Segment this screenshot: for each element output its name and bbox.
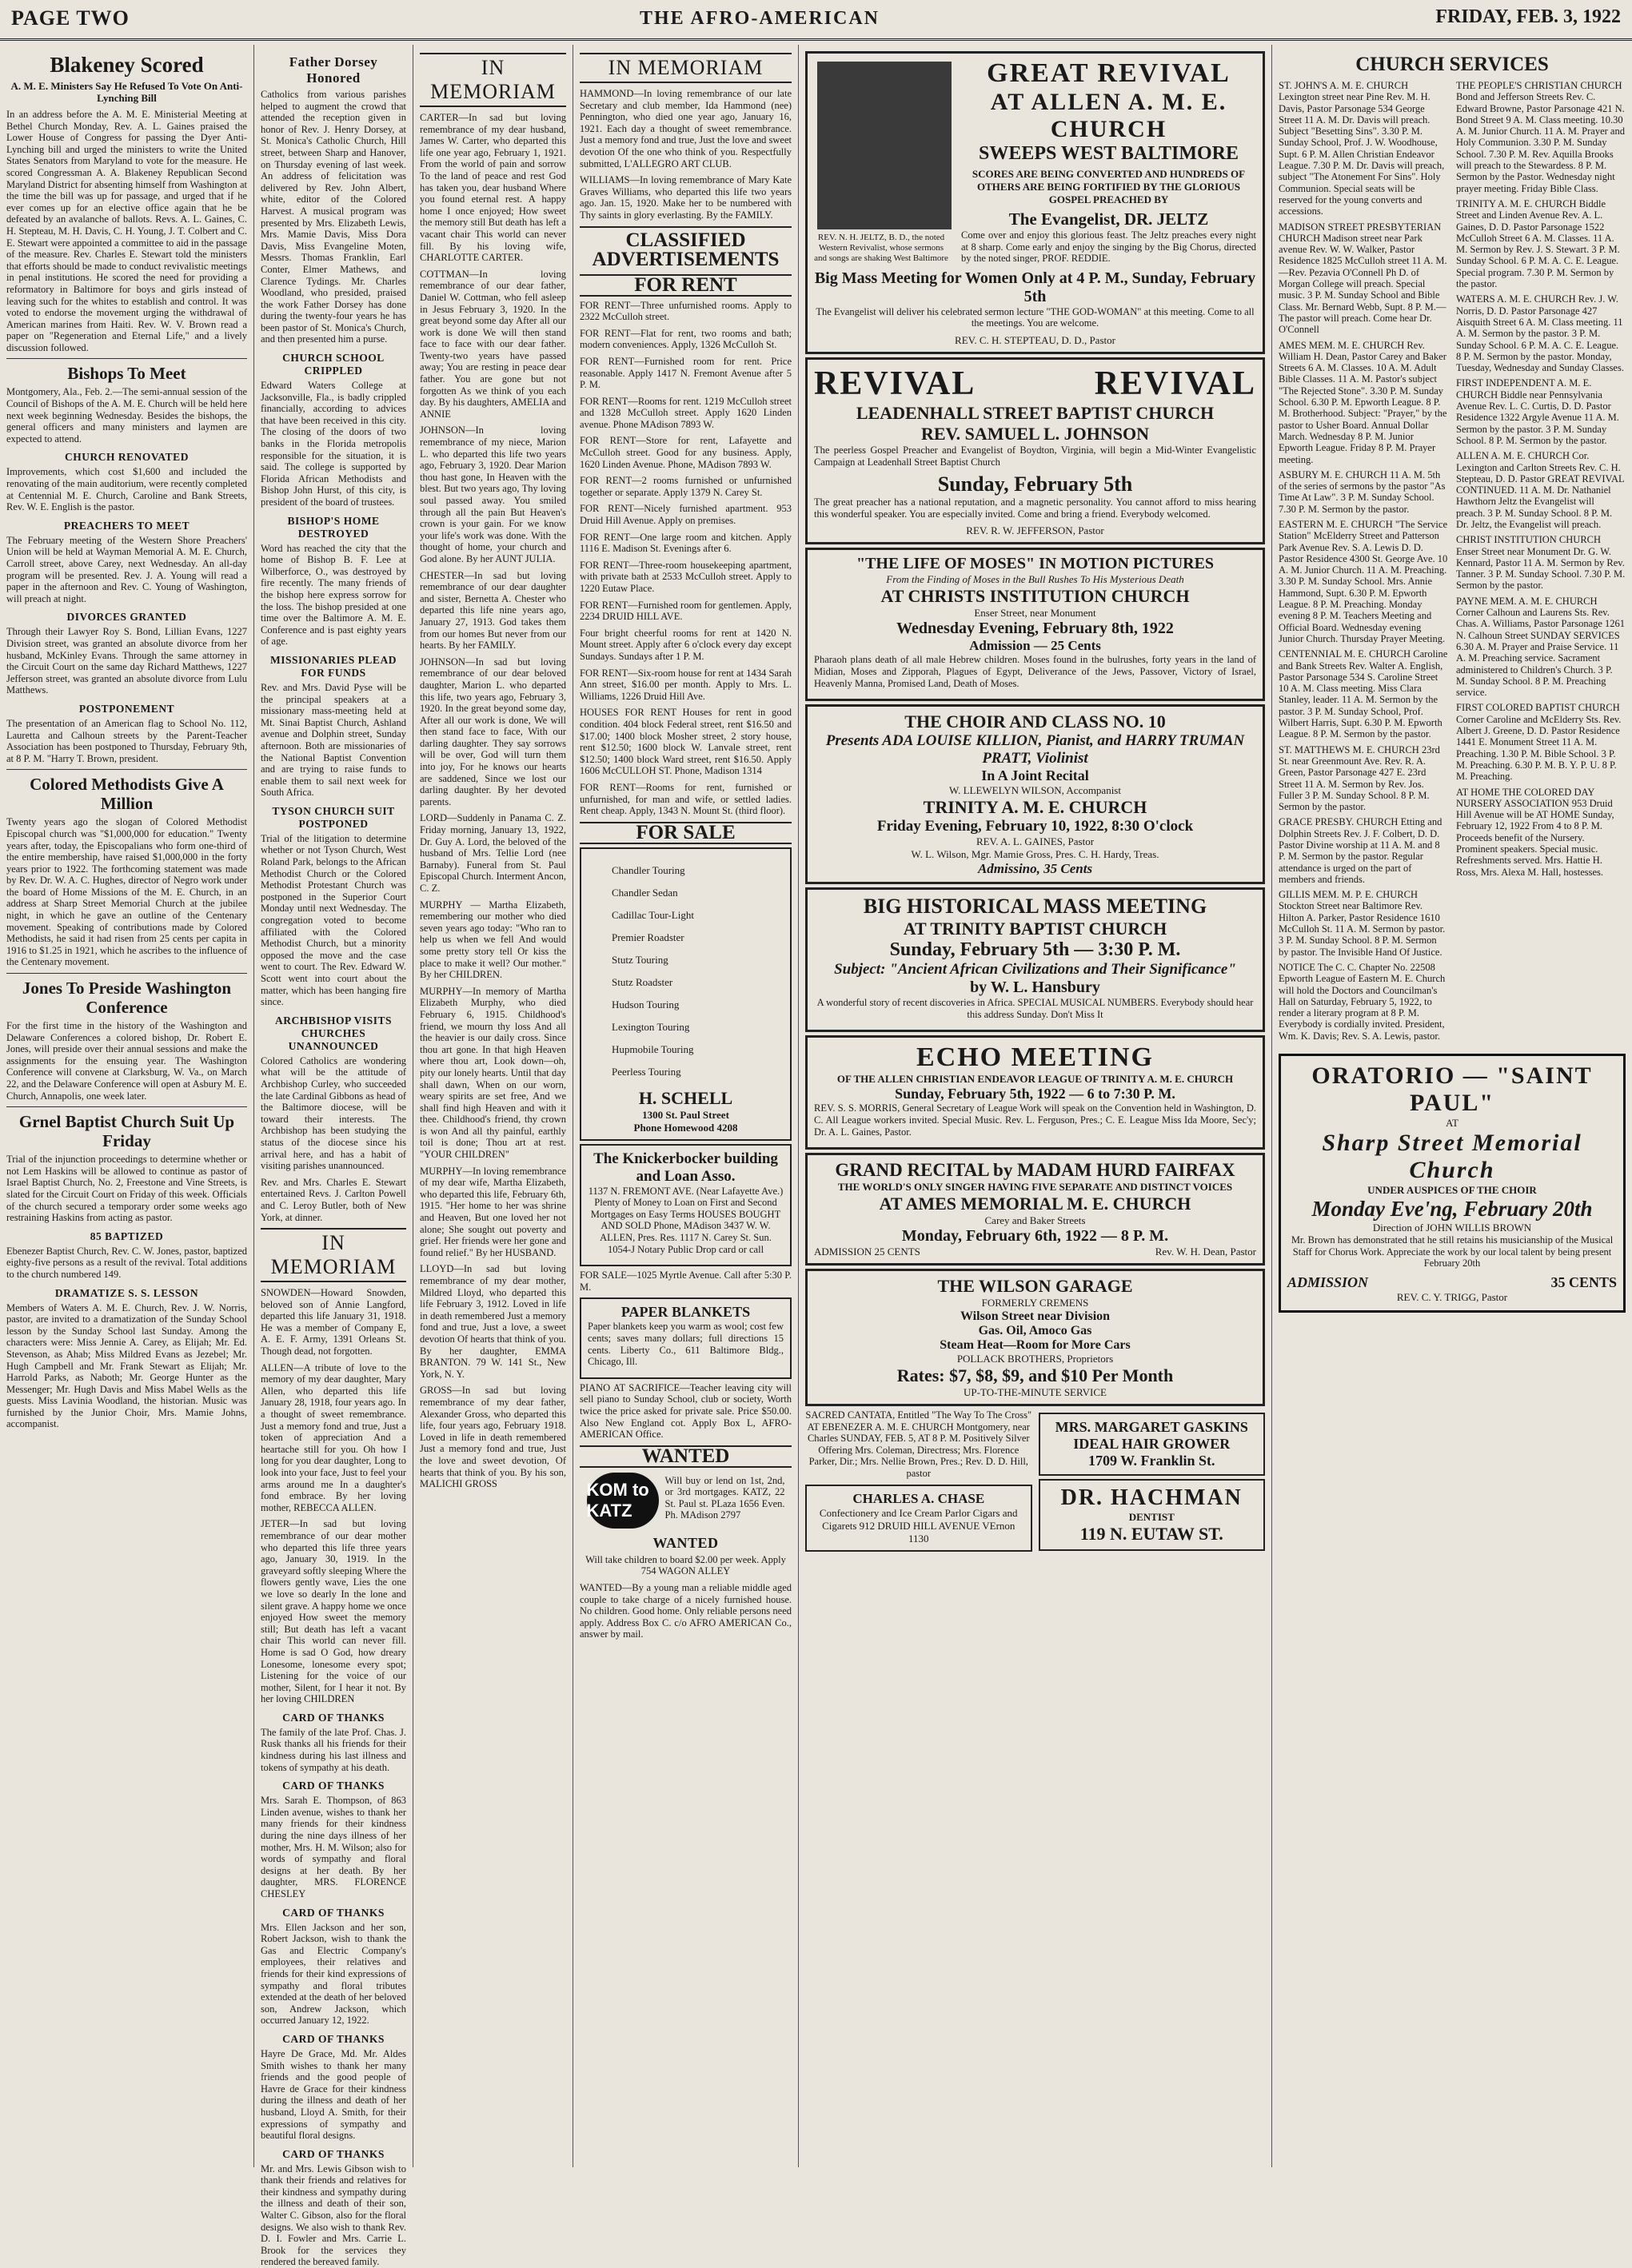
leadenhall-revival-ad — [805, 357, 1265, 544]
moses-film-ad — [805, 548, 1265, 701]
choir-date: Friday Evening, February 10, 1922, 8:30 O'clock — [876, 818, 1194, 835]
great-revival-ad — [805, 51, 1265, 354]
church-listing: EASTERN M. E. CHURCH "The Service Station" McElderry Street and Patterson Park Avenue Rev. S. A. Lewis D. D. Pastor Residence 4300 St. George Ave. 10 A. M. Junior Church. 11 A. M. Preaching. 3.30 P. M. Sunday School. Mrs. Annie Hammond, Supt. 6.30 P. M. Epworth League. 8 P. M. Preaching. Monday evening 8 P. M. Teachers Meeting and Official Board. Wednesday evening Junior Church. Thursday Prayer Meeting. — [1279, 518, 1448, 644]
car-model: Stutz Touring — [612, 953, 668, 966]
choir-officers: W. L. Wilson, Mgr. Mamie Gross, Pres. C. H. Hardy, Treas. — [911, 848, 1159, 861]
blankets-text: Paper blankets keep you warm as wool; cost few cents; saves many dollars; full directions 15 cents. Liberty Co., 611 Baltimore Bldg., Chicago, Ill. — [588, 1321, 784, 1368]
mass-date: Sunday, February 5th — 3:30 P. M. — [889, 939, 1181, 961]
mass-meeting-text: The Evangelist will deliver his celebrated sermon lecture "THE GOD-WOMAN" at this meeting. Come to all the meetings. You are welcome. — [816, 305, 1255, 329]
choir-accompanist: W. LLEWELYN WILSON, Accompanist — [949, 784, 1121, 797]
gaskins-address: 1709 W. Franklin St. — [1087, 1453, 1215, 1469]
headline-missionaries: MISSIONARIES PLEAD FOR FUNDS — [270, 653, 397, 679]
grand-title: GRAND RECITAL by MADAM HURD FAIRFAX — [835, 1160, 1235, 1181]
for-sale-heading: FOR SALE — [580, 822, 792, 844]
choir-recital-ad — [805, 704, 1265, 884]
dealer-address: 1300 St. Paul Street — [642, 1108, 729, 1121]
gaskins-title: MRS. MARGARET GASKINS — [1055, 1419, 1248, 1436]
oratorio-ad — [1279, 1054, 1626, 1313]
car-model: Chandler Touring — [612, 863, 685, 876]
church-listing: NOTICE The C. C. Chapter No. 22508 Epworth League of Eastern M. E. Church will hold the Doctors and Councilman's Hall on Saturday, February 5, 1922, to render a literary program at 8 P. M. Everybody is cordially invited. President, Wm. K. Davis; Rev. S. A. Lewis, pastor. — [1279, 961, 1446, 1042]
memoriam-gross: GROSS—In sad but loving remembrance of my dear father, Alexander Gross, who departed this life, four years ago, February 1918. Loved in life in death remembered Just a memory fond and true, Just the love and sweet devotion, Of hearts that think of you. By his son, MALICHI GROSS — [420, 1385, 566, 1490]
chase-ad — [805, 1485, 1032, 1552]
classified-ad: FOR RENT—Furnished room for gentlemen. Apply, 2234 DRUID HILL AVE. — [580, 599, 792, 623]
thanks-heading: CARD OF THANKS — [282, 1711, 385, 1724]
memoriam-murphy: MURPHY—In loving remembrance of my dear wife, Martha Elizabeth, who departed this life, February 6th, 1915. "Her home to her was shrine and Heaven, But one loved her not alone; She sought out poverty and grief. Her friends were her gone and found relief." By her HUSBAND. — [420, 1165, 566, 1258]
moses-church: AT CHRISTS INSTITUTION CHURCH — [880, 586, 1190, 607]
memoriam-murphy: MURPHY — Martha Elizabeth, remembering our mother who died seven years ago today: "Who ran to help us when we fell And would some pretty story tell Or kiss the place to make it well? Our mother." By her CHILDREN. — [420, 899, 566, 981]
thanks-gibson: Mr. and Mrs. Lewis Gibson wish to thank their friends and relatives for their kindness and sympathy during the illness and death of their son, Walter C. Gibson, also for the floral designs. We also wish to thank Rev. D. I. Fowler and Mrs. Carrie L. Brook for the services they rendered the bereaved family. — [261, 2162, 406, 2268]
headline-jones: Jones To Preside Washington Conference — [22, 979, 232, 1018]
church-listing: ASBURY M. E. CHURCH 11 A. M. 5th of the series of sermons by the pastor "As Time At Law". 3 P. M. Sunday School. 7.30 P. M. Sermon by the pastor. — [1279, 468, 1446, 515]
church-listing: WATERS A. M. E. CHURCH Rev. J. W. Norris, D. D. Pastor Parsonage 427 Aisquith Street 6 A. M. Class meeting. 11 A. M. Sermon by the pastor. 3 P. M. Sunday School. 6 P. M. A. C. E. League. 8 P. M. Sermon by the pastor. Monday, Tuesday, Wednesday and Sunday Classes. — [1456, 293, 1624, 374]
memoriam-snowden: SNOWDEN—Howard Snowden, beloved son of Annie Langford, departed this life January 31, 1918. He was a member of Company E, A. E. F. Army, 1391 Orleans St. Though dead, not forgotten. — [261, 1287, 406, 1357]
hachman-title: DR. HACHMAN — [1060, 1485, 1243, 1511]
chase-title: CHARLES A. CHASE — [852, 1490, 985, 1506]
revival-sweeps: SWEEPS WEST BALTIMORE — [978, 143, 1239, 164]
wilson-garage-ad — [805, 1269, 1265, 1406]
issue-date: FRIDAY, FEB. 3, 1922 — [1435, 6, 1621, 27]
masthead — [0, 0, 1632, 41]
echo-text: REV. S. S. MORRIS, General Secretary of League Work will speak on the Convention held in Washington, D. C. All League workers invited. Special Music. Rev. L. Ferguson, Pres.; C. E. League Miss Ida Moore, Sec'y; Dr. A. L. Gaines, Pastor. — [814, 1102, 1256, 1138]
classified-ad: HOUSES FOR RENT Houses for rent in good condition. 404 block Federal street, rent $16.50 and $17.00; 1400 block Mosher street, 2 story house, rent $12.50; 1600 block W. Lanvale street, rent $12.50; 1400 block Ward street, rent $16.50. Apply 1606 McCULLOH ST. Phone, Madison 1314 — [580, 707, 792, 777]
choir-presents: Presents ADA LOUISE KILLION, Pianist, and HARRY TRUMAN PRATT, Violinist — [825, 732, 1245, 767]
revival-pastor: REV. C. H. STEPTEAU, D. D., Pastor — [955, 333, 1115, 346]
car-model: Hudson Touring — [612, 998, 680, 1010]
memoriam-lloyd: LLOYD—In sad but loving remembrance of my dear mother, Mildred Lloyd, who departed this life February 3, 1912. Loved in life in death remembered Just a memory fond and true, Just a love, a sweet devotion Of hearts that think of you. By her daughter, EMMA BRANTON. 79 W. 141 St., New York, N. Y. — [420, 1263, 566, 1380]
article-renovated: Improvements, which cost $1,600 and included the renovating of the main auditorium, were recently completed at Centennial M. E. Church, Caroline and Bank Streets, Rev. W. E. English is the pastor. — [6, 466, 247, 513]
car-model: Lexington Touring — [612, 1020, 690, 1033]
leadenhall-church: LEADENHALL STREET BAPTIST CHURCH — [856, 402, 1215, 423]
church-listing: TRINITY A. M. E. CHURCH Biddle Street and Linden Avenue Rev. A. L. Gaines, D. D. Pastor Parsonage 1522 McCulloh Street 6 A. M. Classes. 11 A. M. Sermon by Rev. J. S. Stewart. 3 P. M. Sunday School. 6 P. M. A. C. E. League. Special program. 7.30 P. M. Sermon by the pastor. — [1456, 197, 1620, 290]
article-colored: Twenty years ago the slogan of Colored Methodist Episcopal church was "$1,000,000 for education." Twenty years after, today, the Episcopalians who form one-third of the entire membership, have raised $1,000,000 in the forty years prior to 1922. The forthcoming statement was made by Rev. Dr. W. A. C. Hughes, director of Negro work under the board of Home Missions of the M. E. Church, in an address at Sharp Street Memorial Church at the jubilee night, in which he gave an outline of the Centenary movement. Speaking of contributions made by Colored Methodists, he said it had risen from 25 cents per capita in 1916 to $1.25 in 1921, which he ascribes to the influence of the Centenary movement. — [6, 816, 247, 968]
article-divorce: Through their Lawyer Roy S. Bond, Lillian Evans, 1227 Division street, was granted an absolute divorce from her husband, McKinley Evans. Through the same attorney in the Circuit Court on the same day Richard Matthews, 1227 Jefferson street, was granted an absolute divorce from Lulu Matthews. — [6, 626, 247, 696]
garage-subtitle: FORMERLY CREMENS — [981, 1297, 1089, 1309]
church-listing: AMES MEM. M. E. CHURCH Rev. William H. Dean, Pastor Carey and Baker Streets 6 A. M. Classes. 10 A. M. Adult Bible Classes. 11 A. M. Pastor's subject "The Rejected Stone". 3.30 P. M. Sunday School. 6.30 P. M. Epworth League. 8 P. M. Brotherhood. Subject: "Prayer," by the pastor to Usher Board. Annual Dollar March. Wednesday 8 P. M. Junior Epworth League. Friday 8 P. M. Prayer meeting. — [1279, 339, 1447, 465]
page-number: PAGE TWO — [11, 6, 130, 30]
memoriam-cottman: COTTMAN—In loving remembrance of our dear father, Daniel W. Cottman, who fell asleep in Jesus February 3, 1920. In the great beyond some day After all our work is done We will then stand face to face with our dear father. Twenty-two years have passed away; You are resting in peace dear father. You are gone but not forgotten As we think of you each day. By his daughters, AMELIA and ANNIE — [420, 268, 566, 420]
classified-ad: FOR RENT—Three unfurnished rooms. Apply to 2322 McCulloh street. — [580, 299, 792, 323]
thanks-heading: CARD OF THANKS — [282, 2032, 385, 2045]
column-6 — [1272, 45, 1632, 2167]
oratorio-pastor: REV. C. Y. TRIGG, Pastor — [1396, 1290, 1508, 1303]
column-4 — [573, 45, 799, 2167]
garage-fuel: Gas. Oil, Amoco Gas — [978, 1324, 1092, 1338]
cantata-ad: SACRED CANTATA, Entitled "The Way To The Cross" AT EBENEZER A. M. E. CHURCH Montgomery, near Charles SUNDAY, FEB. 5, AT 8 P. M. Positively Silver Offering Mrs. Coleman, Directress; Mrs. Florence Parker, Dir.; Mrs. Nellie Brown, Pres.; Rev. D. D. Hill, pastor — [805, 1409, 1032, 1480]
hachman-subtitle: DENTIST — [1128, 1511, 1175, 1524]
oratorio-text: Mr. Brown has demonstrated that he still retains his musicianship of the Musical Staff for Chorus Work. Appreciate the work by our local talent by being present February 20th — [1291, 1234, 1614, 1270]
oratorio-price: 35 CENTS — [1550, 1274, 1617, 1290]
mass-subject: Subject: "Ancient African Civilizations and Their Significance" — [834, 961, 1236, 979]
revival-subtitle: SCORES ARE BEING CONVERTED AND HUNDREDS OF OTHERS ARE BEING FORTIFIED BY THE GLORIOUS GOSPEL PREACHED BY — [972, 168, 1246, 205]
piano-ad: PIANO AT SACRIFICE—Teacher leaving city will sell piano to Sunday School, club or society, Worth twice the price asked for private sale. Price $50.00. Also New England cot. Apply Box L, AFRO-AMERICAN Office. — [580, 1381, 792, 1441]
historical-mass-meeting-ad — [805, 887, 1265, 1032]
moses-address: Enser Street, near Monument — [974, 607, 1096, 620]
memoriam-johnson: JOHNSON—In sad but loving remembrance of our dear beloved daughter, Marion L. who departed this life, two years ago, February 3, 1920. In the great beyond some day, After all our work is done, We will then stand face to face, With our darling daughter. They say sorrows will be over, God will turn them into joy, For he knows our hearts are saddened, Since we lost our darling daughter. By her devoted parents. — [420, 656, 566, 807]
knickerbocker-title: The Knickerbocker building and Loan Asso. — [593, 1150, 778, 1185]
classified-ad: FOR RENT—Rooms for rent, furnished or unfurnished, for man and wife, or settled ladies. Rent cheap. Apply, 1343 N. Mount St. (third floor). — [580, 781, 792, 817]
revival-church: AT ALLEN A. M. E. CHURCH — [990, 89, 1227, 142]
classified-ad: FOR RENT—2 rooms furnished or unfurnished together or separate. Apply 1379 N. Carey St. — [580, 475, 792, 498]
oratorio-auspices: UNDER AUSPICES OF THE CHOIR — [1367, 1184, 1537, 1197]
headline-blakeney: Blakeney Scored — [50, 53, 204, 77]
classified-ad: FOR RENT—Nicely furnished apartment. 953 Druid Hill Avenue. Apply on premises. — [580, 503, 792, 527]
headline-postpone: POSTPONEMENT — [78, 702, 175, 715]
kom-katz-text: Will buy or lend on 1st, 2nd, or 3rd mortgages. KATZ, 22 St. Paul st. PLaza 1656 Even. Ph. MAdison 2797 — [664, 1474, 785, 1521]
moses-subtitle: From the Finding of Moses in the Bull Rushes To His Mysterious Death — [886, 573, 1184, 586]
portrait-caption: REV. N. H. JELTZ, B. D., the noted Western Revivalist, whose sermons and songs are shaking West Baltimore — [814, 233, 948, 263]
headline-baptist: Grnel Baptist Church Suit Up Friday — [18, 1112, 235, 1151]
headline-colored: Colored Methodists Give A Million — [30, 775, 224, 814]
memoriam-murphy: MURPHY—In memory of Martha Elizabeth Murphy, who died February 6, 1915. Childhood's friend, we mourn thy loss And all the heavier is our daily cross. Since thou art gone. In that high Heaven where thou art, Look down—oh, pity our lonely hearts. Until that day shall dawn, When on our worn, weary spirits are set free, And we shall find high Heaven and with it thee. Childhood's friend, thy crown is won And all thy painful, earthly toil is done; Thou art at rest. "YOUR CHILDREN" — [420, 985, 566, 1161]
article-archbishop: Colored Catholics are wondering what will be the attitude of Archbishop Curley, who succeeded the late Cardinal Gibbons as head of the Baltimore diocese, will be toward their interests. The Archbishop has been studying the status of the diocese since his arrival here, and has a habit of visiting parishes unannounced. — [261, 1054, 406, 1172]
revival-evangelist: The Evangelist, DR. JELTZ — [1008, 209, 1209, 229]
chase-text: Confectionery and Ice Cream Parlor Cigars and Cigarets 912 DRUID HILL AVENUE VErnon 1130 — [819, 1506, 1018, 1545]
memoriam-heading: IN MEMORIAM — [580, 53, 792, 83]
for-rent-heading: FOR RENT — [580, 274, 792, 297]
oratorio-title: ORATORIO — "SAINT PAUL" — [1311, 1062, 1593, 1117]
choir-admission: Admissino, 35 Cents — [977, 861, 1093, 877]
moses-text: Pharaoh plans death of all male Hebrew children. Moses found in the bulrushes, forty years in the land of Midian, Moses and Zipporah, Plagues of Egypt, Deliverance of the Jews, Passover, Victory of Israel, Heavenly Manna, Promised Land, Death of Moses. — [814, 654, 1256, 689]
church-listing: CENTENNIAL M. E. CHURCH Caroline and Bank Streets Rev. Walter A. English, Pastor Parsonage 534 S. Caroline Street 10 A. M. Class meeting. Miss Clara Stanley, leader. 11 A. M. Sermon by the pastor. 3 P. M. Sunday School, Prof. Wilbert Harris, Supt. 6.30 P. M. Epworth League. 8 P. M. Sermon by the pastor. — [1279, 648, 1448, 740]
grand-subtitle: THE WORLD'S ONLY SINGER HAVING FIVE SEPARATE AND DISTINCT VOICES — [837, 1181, 1233, 1194]
church-listing: FIRST COLORED BAPTIST CHURCH Corner Caroline and McElderry Sts. Rev. Albert J. Greene, D. D. Pastor Residence 1441 E. Monument Street 11 A. M. Preaching. 1.30 P. M. Bible School. 3 P. M. Preaching. 6.30 P. M. B. Y. P. U. 8 P. M. Preaching. — [1456, 702, 1622, 783]
grand-pastor: Rev. W. H. Dean, Pastor — [1155, 1246, 1256, 1258]
echo-date: Sunday, February 5th, 1922 — 6 to 7:30 P. M. — [895, 1086, 1175, 1102]
thanks-heading: CARD OF THANKS — [282, 1906, 385, 1919]
subhead-blakeney: A. M. E. Ministers Say He Refused To Vote On Anti-Lynching Bill — [10, 80, 243, 104]
mass-title: BIG HISTORICAL MASS MEETING — [863, 895, 1207, 919]
grand-address: Carey and Baker Streets — [984, 1214, 1086, 1227]
kom-katz-ad — [580, 1473, 792, 1529]
memoriam-lord: LORD—Suddenly in Panama C. Z. Friday morning, January 13, 1922, Dr. Guy A. Lord, the beloved of the husband of Mrs. Tellie Lord (nee Barnaby). Funeral from St. Paul Episcopal Church. Interment Ancon, C. Z. — [420, 812, 566, 894]
church-listing: THE PEOPLE'S CHRISTIAN CHURCH Bond and Jefferson Streets Rev. C. Edward Browne, Pastor Parsonage 421 N. Bond Street 9 A. M. Class meeting. 10.30 A. M. Junior Church. 11 A. M. Prayer and Holy Communion. 3.30 P. M. Sunday School. 7.30 P. M. Rev. Aquilla Brooks will preach to the Stewardess. 8 P. M. Sermon by the Pastor. Wednesday night prayer meeting. Friday Bible Class. — [1456, 80, 1625, 194]
mass-speaker: by W. L. Hansbury — [970, 979, 1100, 997]
article-crippled: Edward Waters College at Jacksonville, Fla., is badly crippled financially, according to advices that have been received in this city. The closing of the doors of two banks in the Florida metropolis responsible for the situation, it is said. The college is supported by Florida African Methodists and Bishop John Hurst, of this city, is president of the board of trustees. — [261, 380, 406, 508]
oratorio-at: AT — [1446, 1117, 1458, 1130]
for-sale-myrtle: FOR SALE—1025 Myrtle Avenue. Call after 5:30 P. M. — [580, 1270, 792, 1293]
grand-date: Monday, February 6th, 1922 — 8 P. M. — [901, 1227, 1169, 1246]
headline-archbishop: ARCHBISHOP VISITS CHURCHES UNANNOUNCED — [275, 1014, 392, 1052]
classified-ad: FOR RENT—Rooms for rent. 1219 McCulloh street and 1328 McCulloh street. Apply 1620 Linden avenue. Phone MAdison 7893 W. — [580, 395, 792, 430]
church-listing: AT HOME THE COLORED DAY NURSERY ASSOCIATION 953 Druid Hill Avenue will be AT HOME Sunday, February 12, 1922 From 4 to 8 P. M. Proceeds benefit of the Nursery. Prominent speakers. Special music. Refreshments served. Mrs. Hattie H. Ross, Mrs. Alexa M. Hall, hostesses. — [1456, 786, 1614, 878]
echo-subtitle: OF THE ALLEN CHRISTIAN ENDEAVOR LEAGUE OF TRINITY A. M. E. CHURCH — [836, 1073, 1234, 1086]
thanks-thompson: Mrs. Sarah E. Thompson, of 863 Linden avenue, wishes to thank her many friends for their kindness during the nine days illness of her mother, Mrs. H. M. Wilson; also for words of sympathy and floral designs at her death. By her daughter, MRS. FLORENCE CHESLEY — [261, 1795, 406, 1899]
choir-title: THE CHOIR AND CLASS NO. 10 — [904, 711, 1166, 732]
garage-title: THE WILSON GARAGE — [937, 1276, 1133, 1297]
memoriam-carter: CARTER—In sad but loving remembrance of my dear husband, James W. Carter, who departed this life one year ago, February 1, 1921. From the world of pain and sorrow To the land of peace and rest God has taken you, dear husband Where you found eternal rest. A happy home I once enjoyed; How sweet the memory still But death has left a vacant chair This world can never fill. By his loving wife, CHARLOTTE CARTER. — [420, 112, 566, 264]
article-tyson: Trial of the litigation to determine whether or not Tyson Church, West Roland Park, belongs to the African Methodist Church or the Colored Methodist Protestant Church was postponed in the Superior Court Monday until next Wednesday. The congregation voted to become affiliated with the Colored Methodist Church, but a minority opposed the move and the case went to court. The Rev. Edward W. Scott went into court about the matter, which has been hanging fire since. — [261, 832, 406, 1008]
thanks-heading: CARD OF THANKS — [282, 2147, 385, 2160]
church-services-heading: CHURCH SERVICES — [1355, 54, 1549, 75]
column-3 — [413, 45, 573, 2167]
wanted-board: Will take children to board $2.00 per week. Apply 754 WAGON ALLEY — [585, 1553, 786, 1577]
headline-crippled: CHURCH SCHOOL CRIPPLED — [282, 352, 385, 377]
church-listing: GILLIS MEM. M. P. E. CHURCH Stockton Street near Baltimore Rev. Hilton A. Parker, Pastor Residence 1610 McCulloh St. 11 A. M. Sermon by pastor. 3 P. M. Sunday School. 8 P. M. Sermon by pastor. The Invisible Hand Of Justice. — [1279, 889, 1446, 958]
blankets-ad — [580, 1297, 792, 1378]
car-model: Cadillac Tour-Light — [612, 908, 694, 921]
headline-dorsey: Father Dorsey Honored — [289, 54, 378, 86]
leadenhall-text-2: The great preacher has a national reputation, and a magnetic personality. You cannot afford to miss hearing this wonderful speaker. You are especially invited. Come and bring a friend. Everybody welcomed. — [814, 496, 1256, 520]
thanks-heading: CARD OF THANKS — [282, 1780, 385, 1792]
garage-address: Wilson Street near Division — [960, 1309, 1111, 1324]
article-bishophome: Word has reached the city that the home of Bishop B. F. Lee at Wilberforce, O., was destroyed by fire recently. The many friends of the bishop here express sorrow for the loss. The bishop presided at one time over the Baltimore A. M. E. Conference and is past eighty years of age. — [261, 542, 406, 648]
wanted-couple: WANTED—By a young man a reliable middle aged couple to take charge of a nicely furnished house. No children. Good home. Only reliable persons need apply. Address Box C. c/o AFRO AMERICAN Co., answer by mail. — [580, 1581, 792, 1640]
headline-preachers: PREACHERS TO MEET — [63, 519, 190, 532]
church-listing: PAYNE MEM. A. M. E. CHURCH Corner Calhoun and Laurens Sts. Rev. Chas. A. Williams, Pastor Parsonage 1261 N. Calhoun Street SUNDAY SERVICES 6.30 A. M. Prayer and Praise Service. 11 A. M. Preaching service. Sacrament administered to Children's Church. 3 P. M. Sunday School. 8 P. M. Preaching service. — [1456, 595, 1626, 699]
memoriam-heading: IN MEMORIAM — [261, 1228, 406, 1282]
church-listing: ST. MATTHEWS M. E. CHURCH 23rd St. near Greenmount Ave. Rev. R. A. Green, Pastor Parsonage 427 E. 23rd Street 11 A. M. Sermon by Rev. Jos. Fuller 3 P. M. Sunday School. 8 P. M. Sermon by the pastor. — [1279, 743, 1440, 813]
headline-baptized: 85 BAPTIZED — [90, 1230, 164, 1242]
memoriam-johnson: JOHNSON—In loving remembrance of my niece, Marion L. who departed this life two years ago, February 3, 1920. Dear Marion thou hast gone, In Heaven with the blest. But two years ago, Thy loving soul passed away. You smiled through all the pain But Heaven's crown is your gain. For we know your life's work was done. With the thought of home, your church and God alone. By her AUNT JULIA. — [420, 425, 566, 564]
car-model: Chandler Sedan — [612, 886, 678, 899]
article-blakeney: In an address before the A. M. E. Ministerial Meeting at Bethel Church Monday, Rev. A. L. Gaines praised the Lower House of Congress for passing the Dyer Anti-Lynching bill and urged the ministers to write the United States Senators from Maryland to vote for the measure. He scored Congressman A. A. Blakeney Republican Second Maryland District for absenting himself from Washington at the time the bill was up for passage, and urged that if he ever comes up for an elective office again that he be defeated by an avalanche of ballots. Revs. A. L. Gaines, C. H. Stepteau, M. H. Davis, C. H. Young, J. T. Colbert and C. E. Stewart were appointed a committee to aid in the passage of the measure. Rev. Charles E. Stewart told the ministers that efforts should be made to conduct revivalistic meetings in penal institutions. He scored the need for providing a reformatory in Baltimore for boys and girls instead of leaving such for the whites to establish and control. It was voted to endorse the movement urging the withdrawal of American marines from Haiti. Rev. W. V. Brown read a paper on "Regeneration and Eternal Life," and a lively discussion followed. — [6, 109, 247, 353]
church-listing: MADISON STREET PRESBYTERIAN CHURCH Madison street near Park avenue Rev. W. W. Walker, Pastor Residence 1825 McCulloh street 11 A. M.—Rev. Pezavia O'Connell Ph D. of Morgan College will preach. Special music. 3 P. M. Sunday School and Bible Class. Mr. Bernard Webb, Supt. 8 P. M.—The pastor will preach. Come hear Dr. O'Connell — [1279, 221, 1447, 336]
article-dorsey: Catholics from various parishes helped to augment the crowd that attended the reception given in honor of Rev. J. Henry Dorsey, at St. Monica's Catholic Church, Hill street, between Sharp and Hanover, on Thursday evening of last week. An address of felicitation was delivered by Rev. John Albert, white, editor of the Colored Harvest. A musical program was presented by Mrs. Elizabeth Lewis, Mrs. Mamie Davis, Miss Dora Davis, Miss Evangeline Moten, Messrs. Thomas Franklin, Earl Conter, Elmer Mathews, and Clarence Tydings. Mr. Charles Woodland, who presided, praised the work Father Dorsey has done during the twenty-four years he has been pastor of St. Monica's Church, and then presented him a purse. — [261, 89, 406, 345]
memoriam-jeter: JETER—In sad but loving remembrance of our dear mother who departed this life three years ago, January 30, 1919. In the graveyard softly sleeping Where the flowers gently wave, Lies the one we love so dearly In the lone and silent grave. A happy home we once enjoyed How sweet the memory still; But death has left a vacant chair This world can never fill. Home is sad O God, how dreary Lonesome, lonesome every spot; Listening for the voice of our mother, Silent, for I hear it not. By her loving CHILDREN — [261, 1518, 406, 1705]
car-model: Peerless Touring — [612, 1065, 681, 1078]
mass-meeting-women: Big Mass Meeting for Women Only at 4 P. M., Sunday, February 5th — [814, 269, 1256, 305]
leadenhall-preacher: REV. SAMUEL L. JOHNSON — [920, 423, 1150, 444]
oratorio-admission: ADMISSION — [1287, 1274, 1369, 1290]
church-listing: FIRST INDEPENDENT A. M. E. CHURCH Biddle near Pennsylvania Avenue Rev. L. C. Curtis, D. D. Pastor Residence 1322 Argyle Avenue 11 A. M. Sermon by the pastor. 3 P. M. Sunday School. 8 P. M. Sermon by the pastor. — [1456, 377, 1619, 446]
column-1 — [0, 45, 254, 2167]
hachman-address: 119 N. EUTAW ST. — [1079, 1524, 1223, 1545]
garage-rates: Rates: $7, $8, $9, and $10 Per Month — [896, 1365, 1174, 1386]
church-list-right — [1456, 80, 1626, 1046]
oratorio-director: Direction of JOHN WILLIS BROWN — [1372, 1222, 1532, 1234]
memoriam-heading: IN MEMORIAM — [420, 53, 566, 107]
classified-ad: FOR RENT—Store for rent, Lafayette and McCulloh street. Good for any business. Apply, 1620 Linden Avenue. Phone, MAdison 7893 W. — [580, 435, 792, 470]
memoriam-allen: ALLEN—A tribute of love to the memory of my dear daughter, Mary Allen, who departed this life January 28, 1918, four years ago. In a thought of sweet remembrance. Just a memory fond and true, Just a token of appreciation And a heartache still for you. Oh how I long for you dear daughter, Long to look into your face, Just to feel your arms around me In a daughter's fond embrace. By her loving mother, REBECCA ALLEN. — [261, 1361, 406, 1513]
moses-date: Wednesday Evening, February 8th, 1922 — [896, 620, 1174, 638]
article-bishops: Montgomery, Ala., Feb. 2.—The semi-annual session of the Council of Bishops of the A. M. E. Church will be held here next week beginning Wednesday. Besides the bishops, the general officers and many ministers and laymen are expected to attend. — [6, 386, 248, 444]
echo-meeting-ad — [805, 1035, 1265, 1150]
classified-ad: FOR RENT—Three-room housekeeping apartment, with private bath at 2533 McCulloh street. Apply to 1220 Eutaw Place. — [580, 559, 792, 594]
knickerbocker-ad — [580, 1144, 792, 1267]
grand-church: AT AMES MEMORIAL M. E. CHURCH — [879, 1194, 1191, 1214]
car-list — [588, 864, 784, 1078]
memoriam-hammond: HAMMOND—In loving remembrance of our late Secretary and club member, Ida Hammond (nee) Pennington, who died one year ago, January 16, 1921. Each day a thought of sweet remembrance. Just a memory fond and true, Just the love and sweet devotion Of the one who think of you. Respectfully submitted, L'ALLEGRO ART CLUB. — [580, 88, 792, 169]
article-postpone: The presentation of an American flag to School No. 112, Lauretta and Calhoun streets by the Parent-Teacher Association has been postponed to Thursday, February 9th, at 8 P. M. "Harry T. Brown, president. — [6, 717, 247, 764]
article-jones: For the first time in the history of the Washington and Delaware Conferences a colored bishop, Dr. Robert E. Jones, will preside over their annual sessions and make the assignments for the ensuing year. The Washington Conference will convene at Clarksburg, W. Va., on March 22, and the Delaware Conference will open at Asbury M. E. Church, Annapolis, one week later. — [6, 1020, 247, 1102]
thanks-rusk: The family of the late Prof. Chas. J. Rusk thanks all his friends for their kindness during his last illness and tokens of sympathy at his death. — [261, 1726, 406, 1773]
revival-word-left: REVIVAL — [814, 365, 976, 402]
column-5 — [799, 45, 1272, 2167]
choir-recital: In A Joint Recital — [981, 767, 1089, 784]
car-model: Hupmobile Touring — [612, 1042, 694, 1055]
article-preachers: The February meeting of the Western Shore Preachers' Union will be held at Wayman Memorial A. M. E. Church, Carroll street, above Carey, next Wednesday. An all-day program will be presented. Rev. J. A. Young will read a paper in the afternoon and Rev. C. Young of Washington, will preach at night. — [6, 534, 247, 604]
oratorio-church: Sharp Street Memorial Church — [1322, 1130, 1582, 1184]
car-model: Stutz Roadster — [612, 975, 673, 988]
grand-admission: ADMISSION 25 CENTS — [814, 1246, 920, 1258]
leadenhall-pastor: REV. R. W. JEFFERSON, Pastor — [966, 524, 1104, 537]
garage-heat: Steam Heat—Room for More Cars — [940, 1338, 1131, 1353]
classified-ad: FOR RENT—One large room and kitchen. Apply 1116 E. Madison St. Evenings after 6. — [580, 531, 792, 555]
hachman-ad — [1039, 1479, 1266, 1551]
article-baptized: Ebenezer Baptist Church, Rev. C. W. Jones, pastor, baptized eighty-five persons as a result of the revival. Total additions to the church numbered 149. — [6, 1245, 247, 1280]
leadenhall-text: The peerless Gospel Preacher and Evangelist of Boydton, Virginia, will begin a Mid-Winter Evangelistic Campaign at Leadenhall Street Baptist Church — [814, 444, 1256, 468]
thanks-jackson: Mrs. Ellen Jackson and her son, Robert Jackson, wish to thank the Gas and Electric Company's employees, their relatives and friends for their kind expressions of sympathy and floral tributes extended at the death of her beloved son, Andrew Jackson, which occurred January 12, 1922. — [261, 1921, 406, 2027]
article-drama: Members of Waters A. M. E. Church, Rev. J. W. Norris, pastor, are invited to a dramatization of the Sunday School lesson by the Sunday School last Sunday. Among the characters were: Miss Jennie A. Carey, as Elijah; Mr. Ed. Stevenson, as Ahab; Miss Mildred Evans as Jezebel; Mr. Hugh Campbell and Mr. Frank Stewart as Elijah; Mr. Harrold Parks, as Naboth; Mr. George Hunter as the Messenger; Mr. Hugh Davis and Miss Mabel Wells as the guests. Miss Lavinia Woodland, the historian. Music was furnished by the Junior Choir, Mrs. Mamie Johns, accompanist. — [6, 1301, 247, 1430]
revival-title: GREAT REVIVAL — [987, 58, 1231, 88]
church-listing: GRACE PRESBY. CHURCH Etting and Dolphin Streets Rev. J. F. Colbert, D. D. Pastor Divine worship at 11 A. M. and 8 P. M. Sermon by the pastor. Regular attendance is urged on the part of members and friends. — [1279, 816, 1442, 885]
moses-admission: Admission — 25 Cents — [969, 638, 1101, 654]
memoriam-chester: CHESTER—In sad but loving remembrance of our dear daughter and sister, Bernetta A. Chester who departed this life nine years ago, January 27, 1913. God takes them from our homes But never from our hearts. By her FAMILY. — [420, 569, 566, 652]
choir-pastor: REV. A. L. GAINES, Pastor — [976, 835, 1095, 848]
classified-ad: FOR RENT—Flat for rent, two rooms and bath; modern conveniences. Apply, 1326 McCulloh St. — [580, 327, 792, 351]
church-list-left — [1279, 80, 1448, 1046]
headline-drama: DRAMATIZE S. S. LESSON — [54, 1286, 199, 1299]
memoriam-williams: WILLIAMS—In loving remembrance of Mary Kate Graves Williams, who departed this life two years ago. Jan. 15, 1920. Make her to be numbered with Thy saints in glory everlasting. By the FAMILY. — [580, 174, 792, 221]
headline-divorce: DIVORCES GRANTED — [66, 611, 187, 624]
revival-word-right: REVIVAL — [1094, 365, 1256, 402]
dealer-phone: Phone Homewood 4208 — [633, 1121, 738, 1134]
gaskins-subtitle: IDEAL HAIR GROWER — [1073, 1436, 1231, 1453]
wanted-heading: WANTED — [580, 1445, 792, 1468]
mass-church: AT TRINITY BAPTIST CHURCH — [903, 919, 1167, 939]
moses-title: "THE LIFE OF MOSES" IN MOTION PICTURES — [856, 555, 1215, 573]
portrait-photo — [817, 62, 952, 229]
leadenhall-date: Sunday, February 5th — [937, 472, 1133, 496]
classified-ad: Four bright cheerful rooms for rent at 1420 N. Mount street. Apply after 6 o'clock every day except Sundays. Sundays after 1 P. M. — [580, 627, 792, 662]
garage-proprietors: POLLACK BROTHERS, Proprietors — [956, 1353, 1114, 1365]
article-stewart: Rev. and Mrs. Charles E. Stewart entertained Revs. J. Carlton Powell and C. Leroy Butler, both of New York, at dinner. — [261, 1176, 406, 1223]
headline-tyson: TYSON CHURCH SUIT POSTPONED — [272, 804, 395, 830]
church-listing: ST. JOHN'S A. M. E. CHURCH Lexington street near Pine Rev. M. H. Davis, Pastor Parsonage 534 George Street 11 A. M. Dr. Davis will preach. Subject "Besetting Sins". 3.30 P. M. Sunday School, Prof. J. W. Woodhouse, Supt. 6 P. M. Allen Christian Endeavor League. 7.30 P. M. Dr. Davis will preach, subject "The Atonement For Sins". Holy Communion. Special seats will be reserved for the young converts and accessions. — [1279, 80, 1445, 217]
headline-bishops: Bishops To Meet — [67, 364, 186, 384]
thanks-smith: Hayre De Grace, Md. Mr. Aldes Smith wishes to thank her many friends and the good people of Havre de Grace for their kindness during the illness and death of her husband, Lloyd A. Smith, for their expressions of sympathy and beautiful floral designs. — [261, 2047, 406, 2142]
classified-ad: FOR RENT—Furnished room for rent. Price reasonable. Apply 1417 N. Fremont Avenue after 5 P. M. — [580, 355, 792, 391]
grand-recital-ad — [805, 1153, 1265, 1266]
for-rent-list — [580, 300, 792, 817]
headline-renovated: CHURCH RENOVATED — [65, 451, 189, 464]
article-baptist: Trial of the injunction proceedings to determine whether or not Lem Haskins will be allowed to continue as pastor of Israel Baptist Church, No. 2, Freestone and Vine Streets, is slated for the Circuit Court on Friday of this week. Officials of the church secured a temporary order some weeks ago restraining Haskins from acting as pastor. — [6, 1154, 247, 1224]
revival-text: Come over and enjoy this glorious feast. The Jeltz preaches every night at 8 sharp. Come early and enjoy the singing by the Big Chorus, directed by the noted singer, PROF. REDDIE. — [961, 229, 1256, 265]
car-model: Premier Roadster — [612, 931, 684, 943]
article-missionaries: Rev. and Mrs. David Pyse will be the principal speakers at a missionary mass-meeting held at Mt. Sinai Baptist Church, Ashland avenue and Dolphin street, Sunday afternoon. Both are missionaries of the National Baptist Convention and are trying to raise funds to enable them to sail next week for South Africa. — [261, 681, 406, 799]
blankets-title: PAPER BLANKETS — [620, 1304, 751, 1321]
car-dealer-ad — [580, 847, 792, 1141]
church-listing: ALLEN A. M. E. CHURCH Cor. Lexington and Carlton Streets Rev. C. H. Stepteau, D. D. Pastor GREAT REVIVAL CONTINUED. 11 A. M. Dr. Nathaniel Hawthorn Jeltz the Evangelist will preach. 3 P. M. Sunday School. 8 P. M. Dr. Jeltz, the Evangelist will preach. — [1456, 450, 1625, 530]
kom-katz-logo: KOM to KATZ — [587, 1473, 659, 1529]
garage-service: UP-TO-THE-MINUTE SERVICE — [964, 1386, 1107, 1399]
mass-text: A wonderful story of recent discoveries in Africa. SPECIAL MUSICAL NUMBERS. Everybody should hear this address Sunday. Don't Miss It — [816, 997, 1254, 1020]
paper-title: THE AFRO-AMERICAN — [640, 8, 880, 29]
headline-bishophome: BISHOP'S HOME DESTROYED — [287, 514, 380, 540]
oratorio-date: Monday Eve'ng, February 20th — [1311, 1197, 1593, 1222]
gaskins-ad — [1039, 1413, 1266, 1476]
classified-heading: CLASSIFIED ADVERTISEMENTS — [580, 226, 792, 269]
dealer-name: H. SCHELL — [638, 1087, 733, 1108]
column-2 — [254, 45, 413, 2268]
classified-ad: FOR RENT—Six-room house for rent at 1434 Sarah Ann street, $16.00 per month. Apply to Mrs. L. Williams, 1226 Druid Hill Ave. — [580, 667, 792, 702]
choir-church: TRINITY A. M. E. CHURCH — [923, 797, 1147, 818]
church-listing: CHRIST INSTITUTION CHURCH Enser Street near Monument Dr. G. W. Kennard, Pastor 11 A. M. Sermon by Rev. Tanner. 3 P. M. Sunday School. 7.30 P. M. Sermon by the pastor. — [1456, 534, 1626, 592]
echo-title: ECHO MEETING — [916, 1042, 1154, 1073]
knickerbocker-text: 1137 N. FREMONT AVE. (Near Lafayette Ave.) Plenty of Money to Loan on First and Second Mortgages on Easy Terms HOUSES BOUGHT AND SOLD Phone, MAdison 3437 W. W. ALLEN, Pres. Res. 1117 N. Carey St. Sun. 1054-J Notary Public Drop card or call — [588, 1185, 784, 1255]
wanted-heading-2: WANTED — [652, 1534, 719, 1551]
